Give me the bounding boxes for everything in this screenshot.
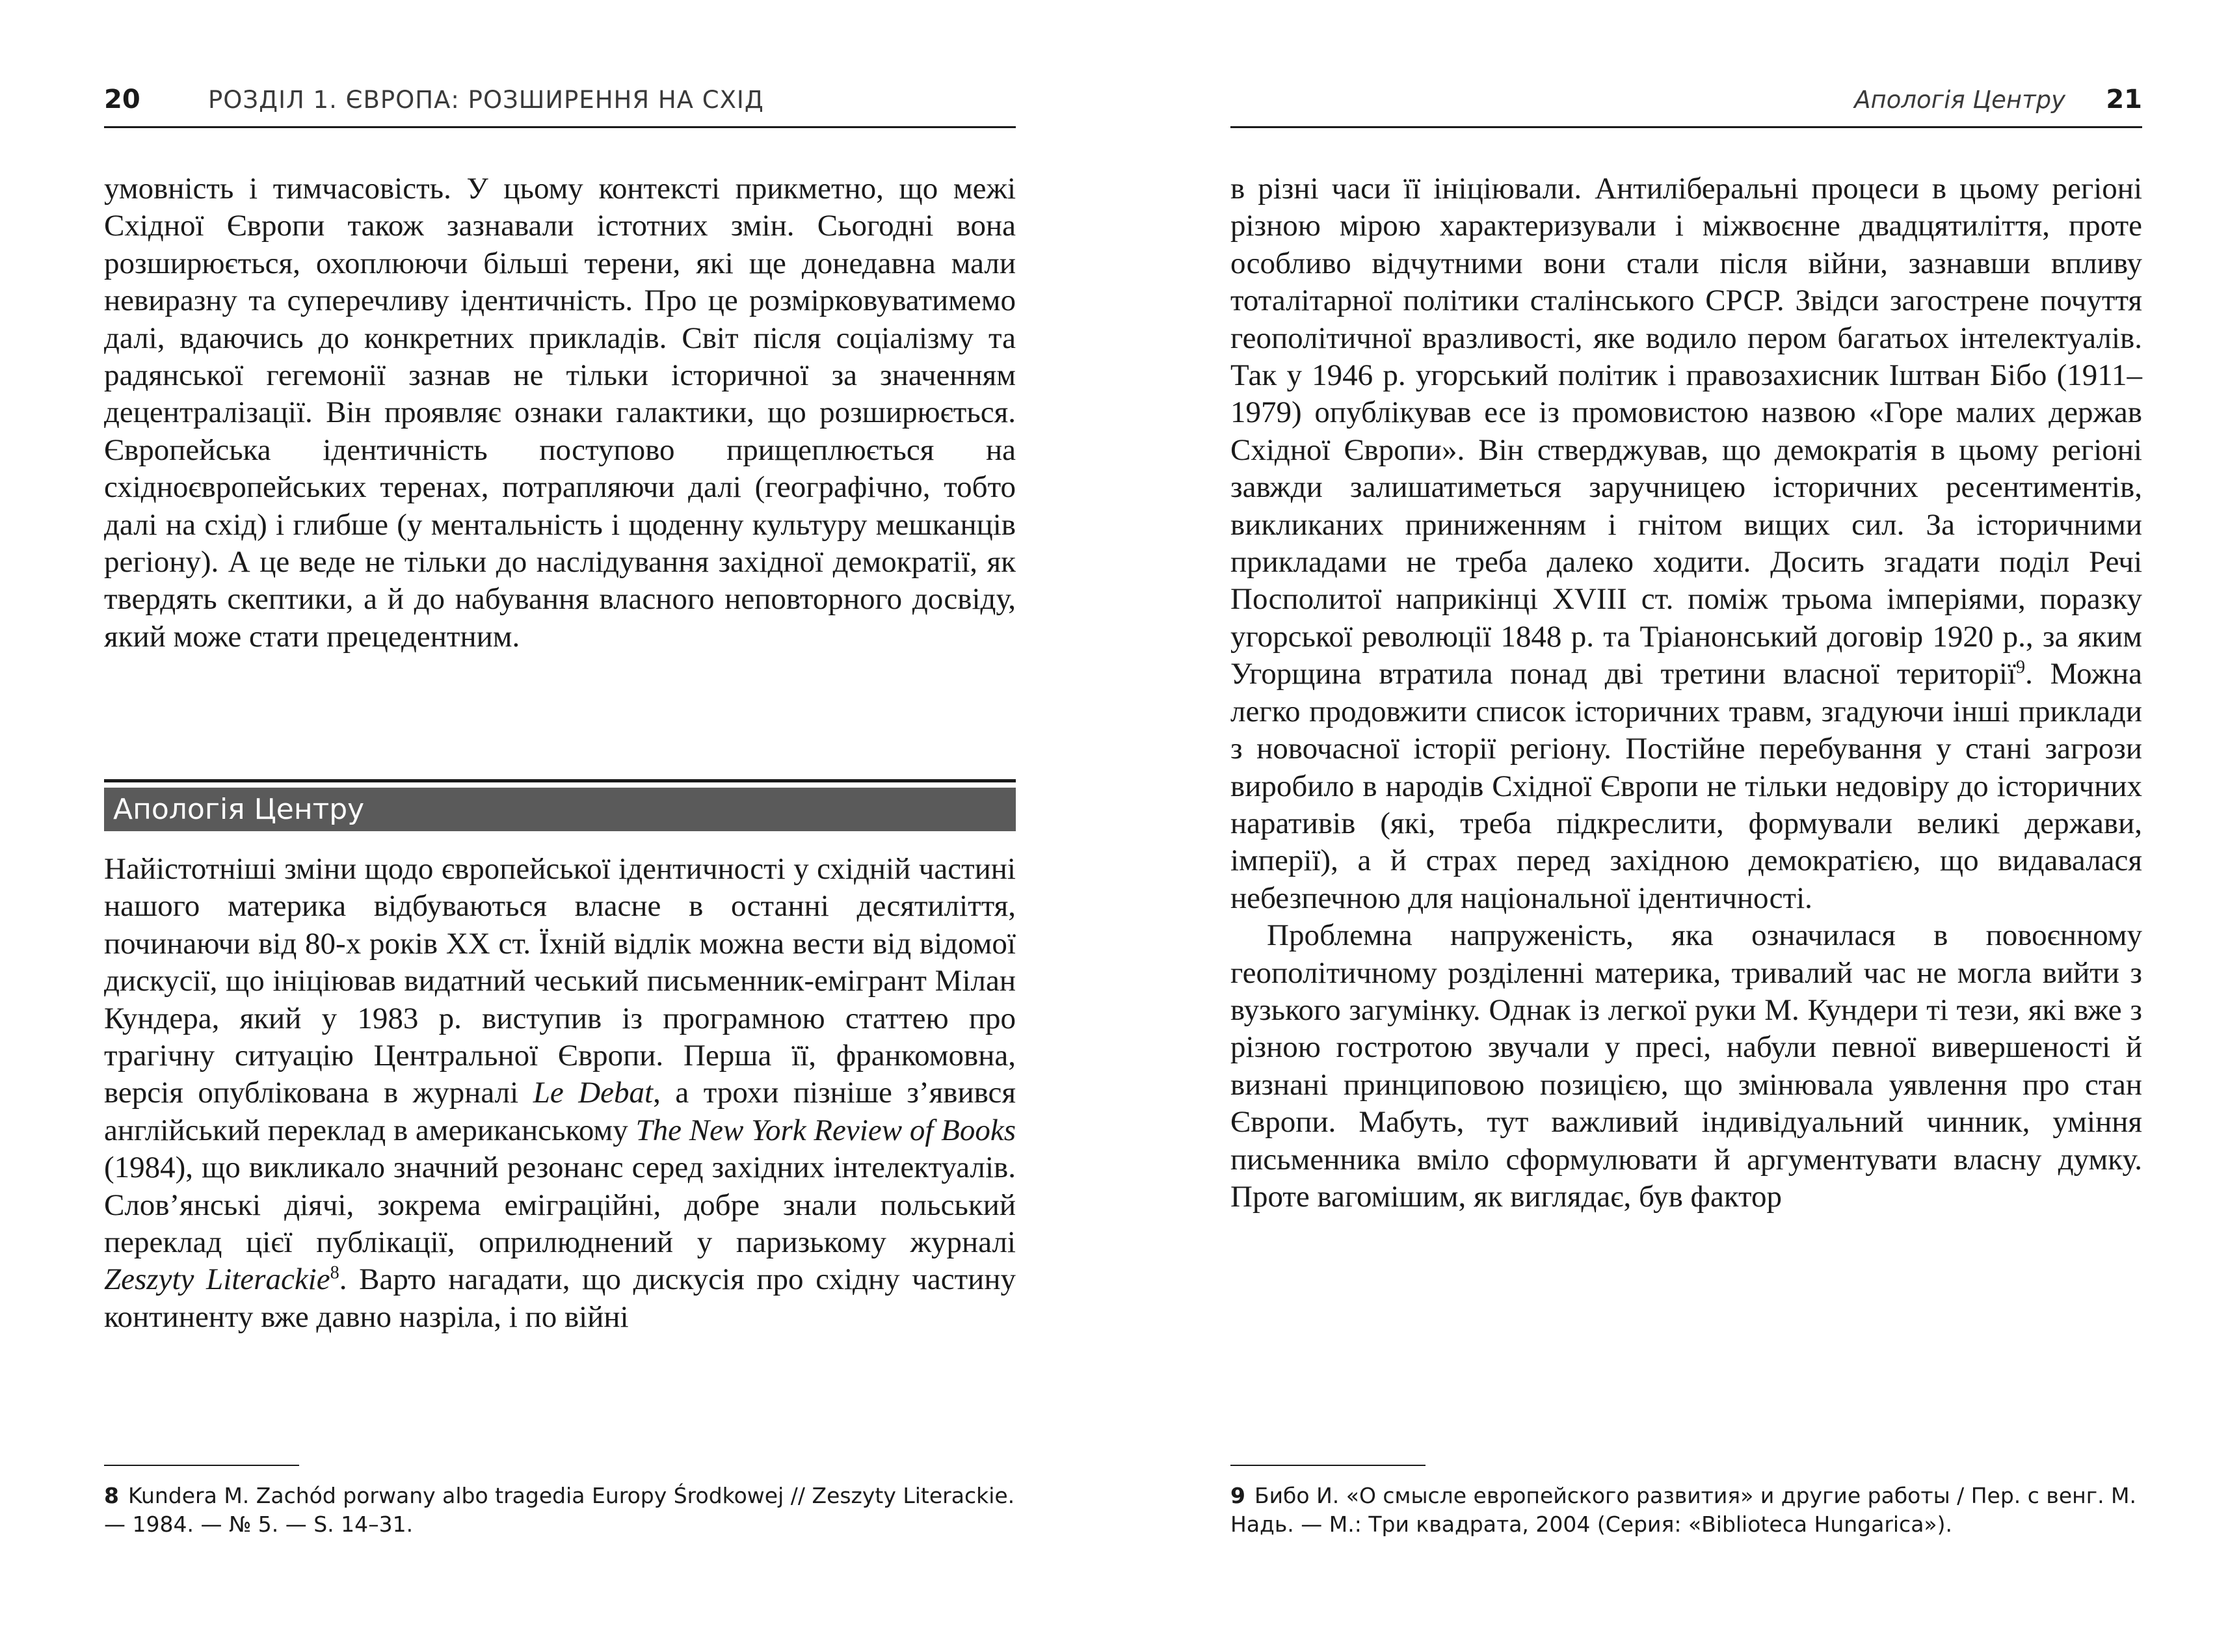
paragraph xyxy=(1230,170,2142,917)
paragraph: умовність і тимчасовість. У цьому контексті прикметно, що межі Східної Європи також зазнавали істотних змін. Сьогодні вона розширюється, охоплюючи більші терени, які ще донедавна мали невиразну та суперечливу ідентичність. Про це розмірковуватимемо далі, вдаючись до конкретних прикладів. Світ після соціалізму та радянської гегемонії зазнав не тільки історичної за значенням децентралізації. Він проявляє ознаки галактики, що розширюється. Європейська ідентичність поступово прищеплюється на східноєвропейських теренах, потрапляючи далі (географічно, тобто далі на схід) і глибше (у ментальність і щоденну культуру мешканців регіону). А це веде не тільки до наслідування західної демократії, як твердять скептики, а й до набування власного неповторного досвіду, який може стати прецедентним. xyxy=(104,172,1016,654)
right-page xyxy=(1230,0,2142,1652)
footnote-text: Kundera M. Zachód porwany albo tragedia Europy Środkowej // Zeszyty Literackie. — 1984. — № 5. — S. 14–31. xyxy=(104,1483,1015,1537)
section-title: Апологія Центру xyxy=(104,788,1016,831)
paragraph-text: Найістотніші зміни щодо європейської ідентичності у східній частині нашого материка відбуваються власне в останні десятиліття, починаючи від 80-х років XX ст. Їхній відлік можна вести від відомої дискусії, що ініціював видатний чеський письменник-емігрант Мілан Кундера, який у 1983 р. виступив із програмною статтею про трагічну ситуацію Центральної Європи. Перша її, франкомовна, версія опублікована в журналі xyxy=(104,852,1016,1110)
footnote-number: 9 xyxy=(1230,1483,1245,1508)
journal-title: Zeszyty Literackie xyxy=(104,1262,330,1297)
paragraph: Проблемна напруженість, яка означилася в повоєнному геополітичному розділенні материка, тривалий час не могла вийти з вузького загумінку. Однак із легкої руки М. Кундери ті тези, які вже з різною гостротою звучали у пресі, набули певної вивершеності й визнані принциповою позицією, що змінювала уявлення про стан Європи. Мабуть, тут важливий індивідуальний чинник, уміння письменника вміло сформулювати й аргументувати власну думку. Проте вагомішим, як виглядає, був фактор xyxy=(1230,918,2142,1214)
footnote xyxy=(1230,1482,2142,1539)
running-head-title: РОЗДІЛ 1. ЄВРОПА: РОЗШИРЕННЯ НА СХІД xyxy=(208,86,764,114)
journal-title: Le Debat xyxy=(533,1076,654,1110)
footnote-reference: 9 xyxy=(2016,657,2026,678)
body-text-block xyxy=(104,170,1016,656)
running-head xyxy=(104,82,1016,128)
journal-title: The New York Review of Books xyxy=(635,1113,1016,1147)
paragraph-text: . Можна легко продовжити список історичних травм, згадуючи інші приклади з новочасної історії регіону. Постійне перебування у стані загрози виробило в народів Східної Європи не тільки недовіру до історичних наративів (які, треба підкреслити, формували великі держави, імперії), а й страх перед західною демократією, що видавалася небезпечною для національної ідентичності. xyxy=(1230,657,2143,915)
footnote-rule xyxy=(1230,1465,1426,1466)
body-text-block xyxy=(1230,170,2142,1216)
footnote xyxy=(104,1482,1016,1539)
paragraph-text: (1984), що викликало значний резонанс серед західних інтелектуалів. Слов’янські діячі, зокрема еміграційні, добре знали польський переклад цієї публікації, оприлюднений у паризькому журналі xyxy=(104,1151,1016,1260)
paragraph-text: , а трохи пізніше з’явився англійський переклад в американському xyxy=(104,1076,1016,1147)
page-number: 20 xyxy=(104,85,140,114)
page-number: 21 xyxy=(2106,85,2142,114)
footnote-number: 8 xyxy=(104,1483,119,1508)
running-head-title: Апологія Центру xyxy=(1854,86,2065,114)
paragraph-text: . Варто нагадати, що дискусія про східну частину континенту вже давно назріла, і по війні xyxy=(104,1262,1016,1334)
footnote-reference: 8 xyxy=(330,1262,339,1283)
running-head xyxy=(1230,82,2142,128)
left-page xyxy=(104,0,1016,1652)
footnote-text: Бибо И. «О смысле европейского развития» и другие работы / Пер. с венг. М. Надь. — М.: Три квадрата, 2004 (Серия: «Biblioteca Hungarica»). xyxy=(1230,1483,2137,1537)
paragraph xyxy=(104,851,1016,1336)
section-heading xyxy=(104,779,1016,831)
body-text-block xyxy=(104,851,1016,1336)
footnote-rule xyxy=(104,1465,299,1466)
paragraph-text: в різні часи її ініціювали. Антиліберальні процеси в цьому регіоні різною мірою характеризували і міжвоєнне двадцятиліття, проте особливо відчутними вони стали після війни, зазнавши впливу тоталітарної політики сталінського СРСР. Звідси загострене почуття геополітичної вразливості, яке водило пером багатьох інтелектуалів. Так у 1946 р. угорський політик і правозахисник Іштван Бібо (1911–1979) опублікував есе із промовистою назвою «Горе малих держав Східної Європи». Він стверджував, що демократія в цьому регіоні завжди залишатиметься заручницею історичних ресентиментів, викликаних приниженням і гнітом вищих сил. За історичними прикладами не треба далеко ходити. Досить згадати поділ Речі Посполитої наприкінці XVIII ст. поміж трьома імперіями, поразку угорської революції 1848 р. та Тріанонський договір 1920 р., за яким Угорщина втратила понад дві третини власної території xyxy=(1230,172,2142,691)
